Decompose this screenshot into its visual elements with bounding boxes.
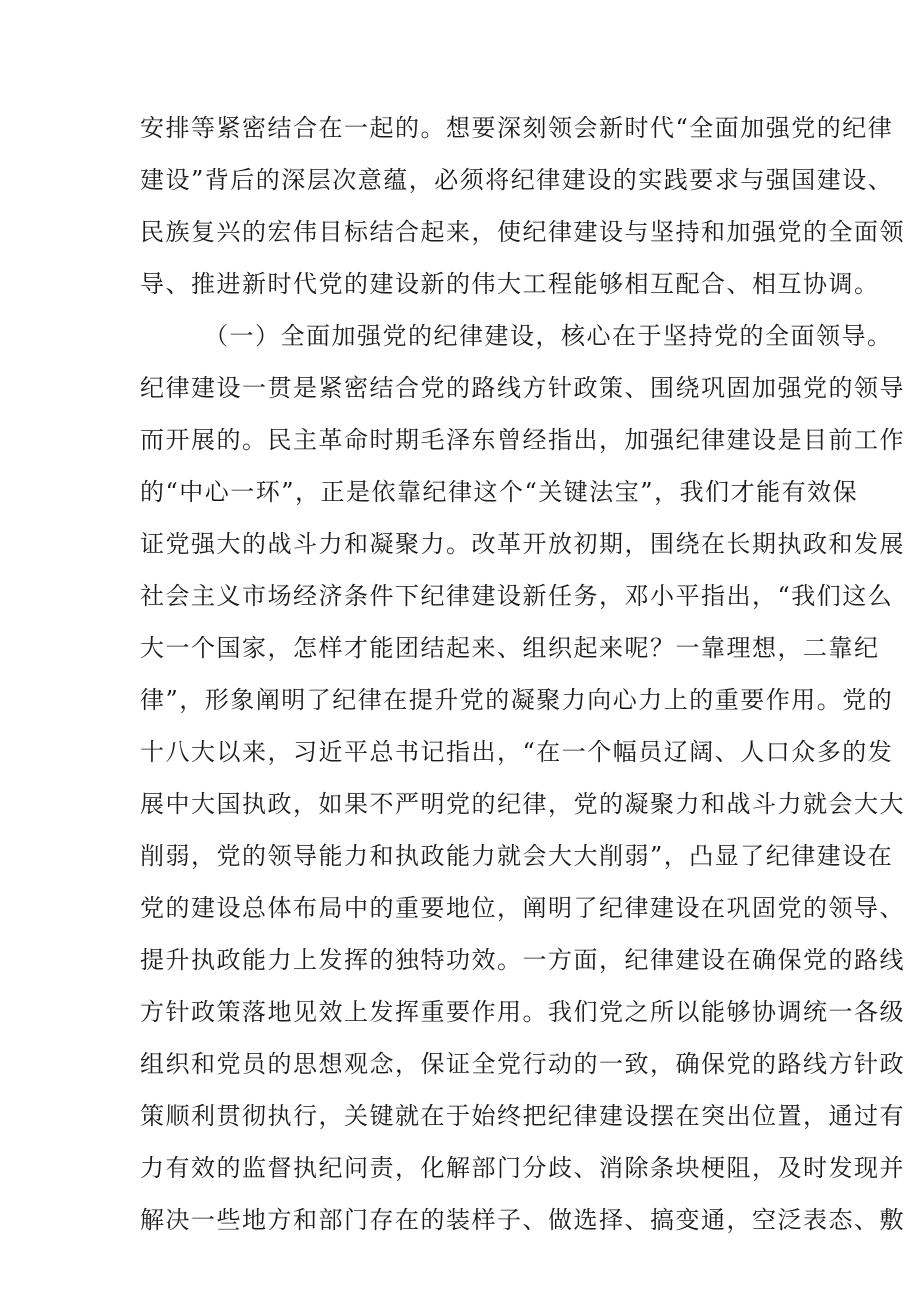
text-line-2: 建设”背后的深层次意蕴，必须将纪律建设的实践要求与强国建设、 [140,166,894,194]
text-line-9: 证党强大的战斗力和凝聚力。改革开放初期，围绕在长期执政和发展 [140,530,905,558]
text-line-3: 民族复兴的宏伟目标结合起来，使纪律建设与坚持和加强党的全面领 [140,218,905,246]
text-line-21: 力有效的监督执纪问责，化解部门分歧、消除条块梗阻，及时发现并 [140,1154,905,1182]
text-line-8: 的“中心一环”，正是依靠纪律这个“关键法宝”，我们才能有效保 [140,478,859,506]
text-line-1: 安排等紧密结合在一起的。想要深刻领会新时代“全面加强党的纪律 [140,114,894,142]
text-line-10: 社会主义市场经济条件下纪律建设新任务，邓小平指出，“我们这么 [140,582,894,610]
text-line-6: 纪律建设一贯是紧密结合党的路线方针政策、围绕巩固加强党的领导 [140,374,905,402]
section-heading: （一）全面加强党的纪律建设，核心在于坚持党的全面领导。 [204,322,893,350]
text-line-19: 组织和党员的思想观念，保证全党行动的一致，确保党的路线方针政 [140,1050,905,1078]
text-line-22: 解决一些地方和部门存在的装样子、做选择、搞变通，空泛表态、敷 [140,1206,905,1234]
text-line-7: 而开展的。民主革命时期毛泽东曾经指出，加强纪律建设是目前工作 [140,426,905,454]
text-line-13: 十八大以来，习近平总书记指出，“在一个幅员辽阔、人口众多的发 [140,738,894,766]
text-line-16: 党的建设总体布局中的重要地位，阐明了纪律建设在巩固党的领导、 [140,894,905,922]
text-line-17: 提升执政能力上发挥的独特功效。一方面，纪律建设在确保党的路线 [140,946,905,974]
text-line-20: 策顺利贯彻执行，关键就在于始终把纪律建设摆在突出位置，通过有 [140,1102,905,1130]
text-line-12: 律”，形象阐明了纪律在提升党的凝聚力向心力上的重要作用。党的 [140,686,894,714]
text-line-18: 方针政策落地见效上发挥重要作用。我们党之所以能够协调统一各级 [140,998,905,1026]
text-line-4: 导、推进新时代党的建设新的伟大工程能够相互配合、相互协调。 [140,270,880,298]
text-line-14: 展中大国执政，如果不严明党的纪律，党的凝聚力和战斗力就会大大 [140,790,905,818]
text-line-15: 削弱，党的领导能力和执政能力就会大大削弱”，凸显了纪律建设在 [140,842,894,870]
text-line-11: 大一个国家，怎样才能团结起来、组织起来呢？一靠理想，二靠纪 [140,634,880,662]
